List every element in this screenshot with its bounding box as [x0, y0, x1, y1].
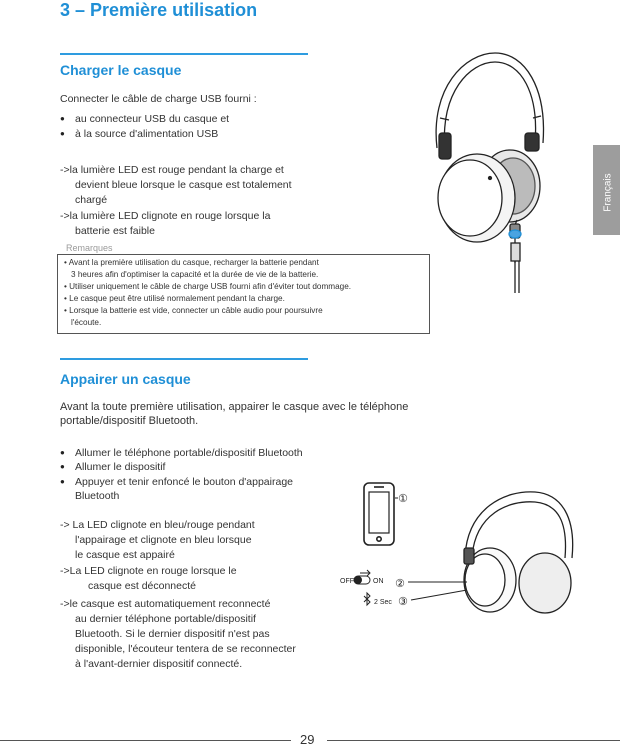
- intro-line: portable/dispositif Bluetooth.: [60, 415, 199, 427]
- remark-line: • Utiliser uniquement le câble de charge USB fourni afin d'éviter tout dommage.: [64, 282, 352, 291]
- section1-bullet: ● au connecteur USB du casque et: [75, 112, 229, 126]
- switch-off-label: OFF: [340, 578, 354, 585]
- headphones-charging-illustration: [425, 48, 550, 293]
- remark-line: • Avant la première utilisation du casque, recharger la batterie pendant: [64, 258, 319, 267]
- remark-line: • Lorsque la batterie est vide, connecter un câble audio pour poursuivre: [64, 306, 323, 315]
- section1-divider: [60, 53, 308, 55]
- callout-2: ②: [395, 577, 405, 590]
- bullet-line: Bluetooth: [75, 490, 120, 502]
- arrow-line: devient bleue lorsque le casque est totalement: [75, 179, 292, 191]
- arrow-line: ->la lumière LED clignote en rouge lorsque la: [60, 210, 271, 222]
- section1-arrow-item: [60, 163, 292, 208]
- phone-icon: [364, 483, 394, 545]
- section1-intro: Connecter le câble de charge USB fourni :: [60, 93, 257, 105]
- section1-bullet: ● à la source d'alimentation USB: [75, 127, 218, 141]
- arrow-line: ->La LED clignote en rouge lorsque le: [60, 565, 237, 577]
- footer-line-left: [0, 740, 291, 741]
- arrow-line: casque est déconnecté: [88, 580, 196, 592]
- page-title: 3 – Première utilisation: [60, 0, 258, 20]
- footer-line-right: [327, 740, 620, 741]
- callout-3: ③: [398, 595, 408, 608]
- remark-line: • Le casque peut être utilisé normalement pendant la charge.: [64, 294, 285, 303]
- language-tab-label: Français: [602, 173, 614, 212]
- bullet-line: ● Appuyer et tenir enfoncé le bouton d'appairage: [75, 476, 293, 488]
- section2-bullet: [75, 475, 293, 503]
- section2-arrow-item: [60, 597, 296, 672]
- callout-1: ①: [398, 492, 408, 505]
- remark-line: 3 heures afin d'optimiser la capacité et la durée de vie de la batterie.: [71, 270, 319, 279]
- section2-arrow-item: [60, 518, 255, 563]
- arrow-line: Bluetooth. Si le dernier dispositif n'est pas: [75, 628, 270, 640]
- switch-on-label: ON: [373, 578, 384, 585]
- bluetooth-hold-label: 2 Sec: [374, 599, 392, 606]
- intro-line: Avant la toute première utilisation, appairer le casque avec le téléphone: [60, 401, 409, 413]
- headphones-icon: [464, 492, 573, 613]
- bluetooth-icon: [364, 593, 370, 605]
- pairing-diagram: [340, 478, 580, 618]
- arrow-line: à l'avant-dernier dispositif connecté.: [75, 658, 243, 670]
- section1-heading: Charger le casque: [60, 62, 182, 78]
- arrow-line: ->le casque est automatiquement reconnecté: [60, 598, 271, 610]
- arrow-line: au dernier téléphone portable/dispositif: [75, 613, 256, 625]
- arrow-line: ->la lumière LED est rouge pendant la charge et: [60, 164, 284, 176]
- page-number: 29: [300, 732, 315, 747]
- section2-bullet: ● Allumer le dispositif: [75, 460, 165, 474]
- remarks-box: [57, 254, 430, 334]
- section2-bullet: ● Allumer le téléphone portable/dispositif Bluetooth: [75, 446, 303, 460]
- arrow-line: disponible, l'écouteur tentera de se reconnecter: [75, 643, 296, 655]
- section2-arrow-item: [60, 564, 237, 594]
- section2-heading: Appairer un casque: [60, 371, 191, 387]
- arrow-line: batterie est faible: [75, 225, 155, 237]
- arrow-line: l'appairage et clignote en bleu lorsque: [75, 534, 252, 546]
- arrow-line: le casque est appairé: [75, 549, 175, 561]
- section2-intro: [60, 400, 408, 428]
- remark-line: l'écoute.: [71, 318, 102, 327]
- remarks-label: Remarques: [66, 243, 113, 253]
- section2-divider: [60, 358, 308, 360]
- arrow-line: -> La LED clignote en bleu/rouge pendant: [60, 519, 255, 531]
- language-tab: [593, 145, 620, 235]
- section1-arrow-item: [60, 209, 270, 239]
- arrow-line: chargé: [75, 194, 108, 206]
